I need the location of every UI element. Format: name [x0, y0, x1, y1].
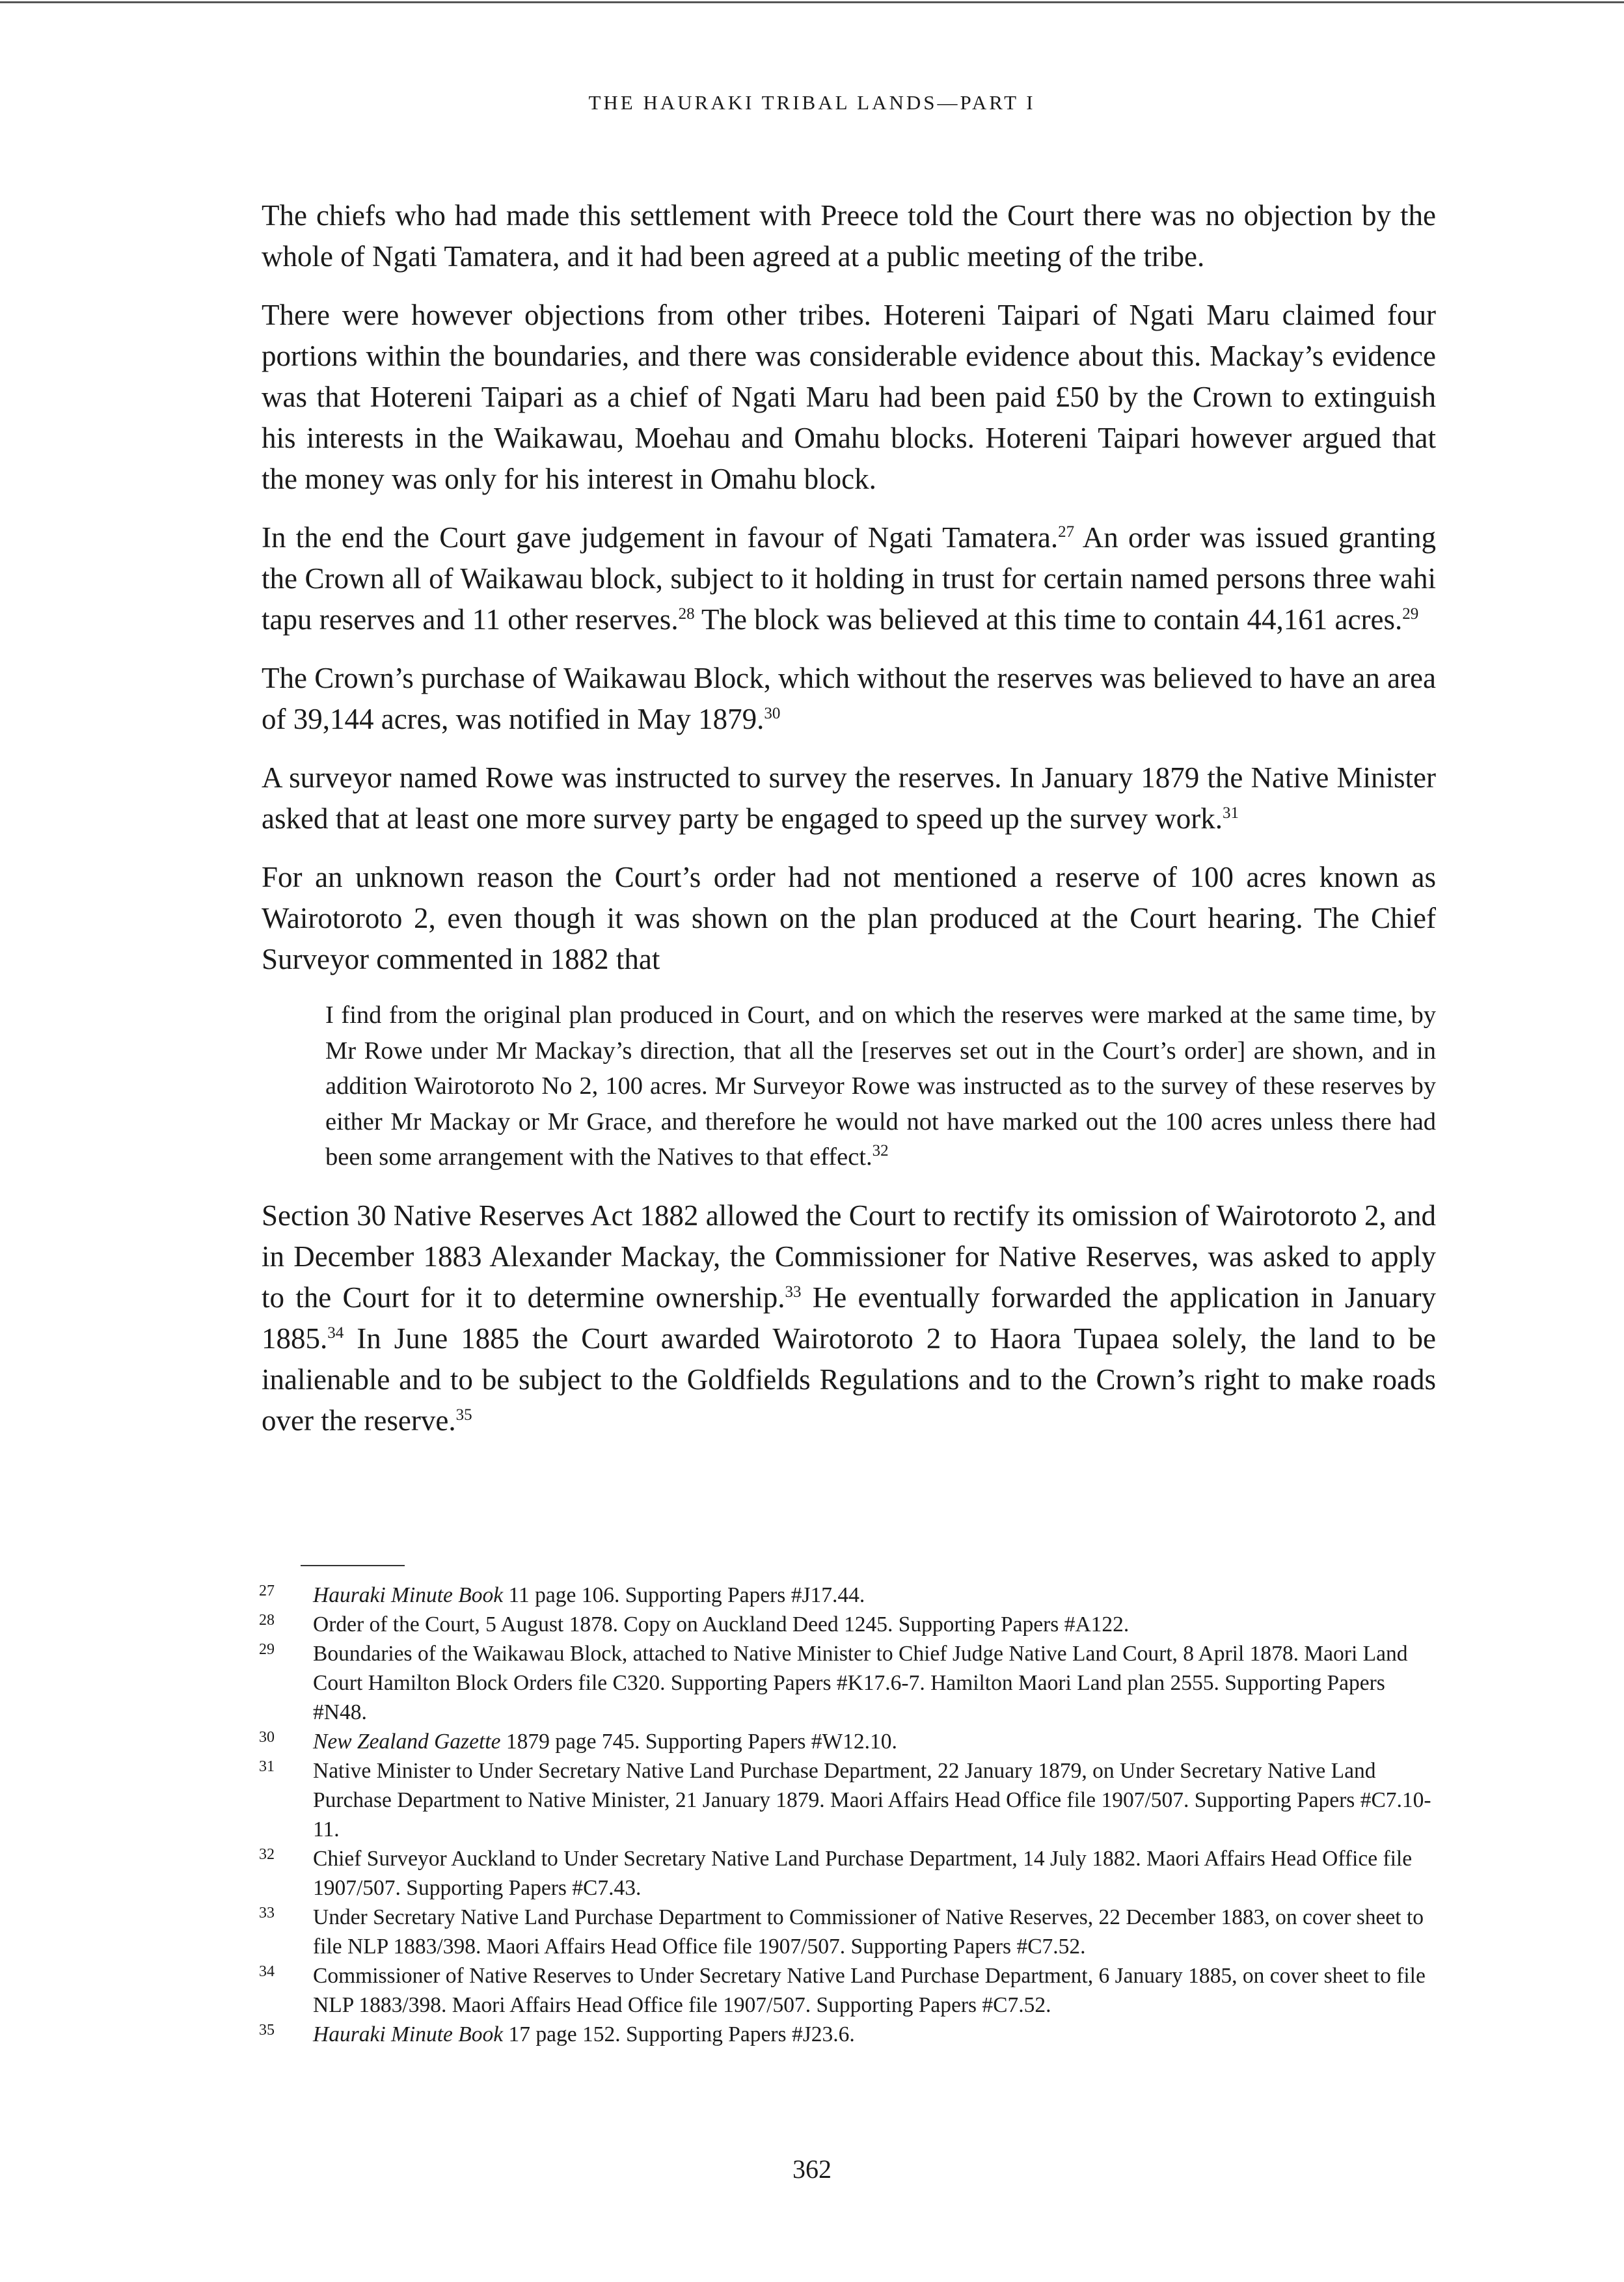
- footnote-body: Order of the Court, 5 August 1878. Copy on Auckland Deed 1245. Supporting Papers #A122.: [313, 1612, 1130, 1637]
- footnote-text: [313, 1581, 1437, 1610]
- paragraph-1: [262, 195, 1436, 277]
- footnote-text: [313, 1639, 1437, 1727]
- footnote-body: Commissioner of Native Reserves to Under Secretary Native Land Purchase Department, 6 January 1885, on cover sheet to file NLP 1883/398. Maori Affairs Head Office file 1907/507. Supporting Papers #C7.52.: [313, 1964, 1426, 2017]
- footnote-text: [313, 1727, 1437, 1756]
- footnote-body: 17 page 152. Supporting Papers #J23.6.: [503, 2022, 855, 2046]
- footnote-ref-27[interactable]: 27: [1058, 523, 1075, 541]
- footnote-number: 27: [259, 1582, 275, 1599]
- footnote-body: Boundaries of the Waikawau Block, attached to Native Minister to Chief Judge Native Land Court, 8 April 1878. Maori Land Court Hamilton Block Orders file C320. Supporting Papers #K17.6-7. Hamilton Maori Land plan 2555. Supporting Papers #N48.: [313, 1642, 1408, 1724]
- footnote-27: [259, 1581, 1437, 1610]
- footnote-ref-33[interactable]: 33: [785, 1283, 802, 1301]
- footnote-number: 35: [259, 2022, 275, 2039]
- footnote-34: [259, 1961, 1437, 2020]
- paragraph-text: The chiefs who had made this settlement with Preece told the Court there was no objection by the whole of Ngati Tamatera, and it had been agreed at a public meeting of the tribe.: [262, 199, 1436, 273]
- footnote-number: 31: [259, 1758, 275, 1775]
- paragraph-text: Section 30 Native Reserves Act 1882 allowed the Court to rectify its omission of Wairotoroto 2, and in December 1883 Alexander Mackay, the Commissioner for Native Reserves, was asked to apply to the Court for it to determine ownership.: [262, 1199, 1436, 1314]
- footnote-italic: Hauraki Minute Book: [313, 1583, 504, 1607]
- footnote-ref-31[interactable]: 31: [1223, 804, 1239, 822]
- footnote-body: 1879 page 745. Supporting Papers #W12.10.: [500, 1730, 897, 1754]
- paragraph-7: [262, 1195, 1436, 1441]
- top-rule: [0, 1, 1624, 3]
- footnote-number: 32: [259, 1846, 275, 1863]
- footnote-body: 11 page 106. Supporting Papers #J17.44.: [503, 1583, 865, 1607]
- footnote-ref-29[interactable]: 29: [1402, 605, 1419, 623]
- footnote-29: [259, 1639, 1437, 1727]
- footnote-italic: New Zealand Gazette: [313, 1730, 501, 1754]
- footnote-text: [313, 1961, 1437, 2020]
- paragraph-text: In the end the Court gave judgement in favour of Ngati Tamatera.: [262, 521, 1059, 554]
- footnote-number: 28: [259, 1612, 275, 1629]
- paragraph-5: [262, 757, 1436, 839]
- footnote-ref-30[interactable]: 30: [764, 705, 781, 722]
- footnote-body: Native Minister to Under Secretary Native Land Purchase Department, 22 January 1879, on Under Secretary Native Land Purchase Department to Native Minister, 21 January 1879. Maori Affairs Head Office file 1907/507. Supporting Papers #C7.10-11.: [313, 1759, 1431, 1841]
- paragraph-text: In June 1885 the Court awarded Wairotoroto 2 to Haora Tupaea solely, the land to be inalienable and to be subject to the Goldfields Regulations and to the Crown’s right to make roads over the reserve.: [262, 1322, 1436, 1437]
- paragraph-text: He eventually forwarded the application in January 1885.: [262, 1281, 1436, 1355]
- paragraph-2: [262, 295, 1436, 500]
- paragraph-4: [262, 658, 1436, 740]
- block-quote: [325, 998, 1436, 1175]
- paragraph-text: An order was issued granting the Crown all of Waikawau block, subject to it holding in trust for certain named persons three wahi tapu reserves and 11 other reserves.: [262, 521, 1436, 636]
- footnote-text: [313, 1610, 1437, 1639]
- footnotes: [259, 1581, 1437, 2049]
- footnote-text: [313, 2020, 1437, 2049]
- paragraph-text: For an unknown reason the Court’s order had not mentioned a reserve of 100 acres known as Wairotoroto 2, even though it was shown on the plan produced at the Court hearing. The Chief Surveyor commented in 1882 that: [262, 861, 1436, 975]
- footnote-ref-34[interactable]: 34: [327, 1324, 344, 1342]
- footnote-number: 30: [259, 1729, 275, 1746]
- paragraph-text: A surveyor named Rowe was instructed to survey the reserves. In January 1879 the Native Minister asked that at least one more survey party be engaged to speed up the survey work.: [262, 761, 1436, 835]
- footnote-text: [313, 1844, 1437, 1903]
- footnote-number: 33: [259, 1905, 275, 1922]
- main-text: [262, 195, 1436, 1459]
- page-number: 362: [792, 2154, 832, 2184]
- footnote-ref-28[interactable]: 28: [678, 605, 695, 623]
- footnote-body: Chief Surveyor Auckland to Under Secretary Native Land Purchase Department, 14 July 1882. Maori Affairs Head Office file 1907/507. Supporting Papers #C7.43.: [313, 1847, 1413, 1900]
- footnote-text: [313, 1903, 1437, 1961]
- footnote-text: [313, 1756, 1437, 1844]
- footnote-rule: [301, 1565, 405, 1566]
- footnote-31: [259, 1756, 1437, 1844]
- paragraph-text: There were however objections from other tribes. Hotereni Taipari of Ngati Maru claimed four portions within the boundaries, and there was considerable evidence about this. Mackay’s evidence was that Hotereni Taipari as a chief of Ngati Maru had been paid £50 by the Crown to extinguish his interests in the Waikawau, Moehau and Omahu blocks. Hotereni Taipari however argued that the money was only for his interest in Omahu block.: [262, 299, 1436, 495]
- footnote-28: [259, 1610, 1437, 1639]
- footnote-32: [259, 1844, 1437, 1903]
- footnote-number: 29: [259, 1641, 275, 1658]
- footnote-30: [259, 1727, 1437, 1756]
- footnote-33: [259, 1903, 1437, 1961]
- paragraph-3: [262, 517, 1436, 640]
- footnote-italic: Hauraki Minute Book: [313, 2022, 504, 2046]
- footnote-ref-35[interactable]: 35: [455, 1406, 472, 1424]
- running-head: THE HAURAKI TRIBAL LANDS—PART I: [588, 91, 1036, 114]
- footnote-number: 34: [259, 1963, 275, 1980]
- footnote-body: Under Secretary Native Land Purchase Department to Commissioner of Native Reserves, 22 December 1883, on cover sheet to file NLP 1883/398. Maori Affairs Head Office file 1907/507. Supporting Papers #C7.52.: [313, 1905, 1424, 1959]
- paragraph-text: The Crown’s purchase of Waikawau Block, which without the reserves was believed to have an area of 39,144 acres, was notified in May 1879.: [262, 662, 1436, 735]
- quote-text: I find from the original plan produced in Court, and on which the reserves were marked at the same time, by Mr Rowe under Mr Mackay’s direction, that all the [reserves set out in the Court’s order] are shown, and in addition Wairotoroto No 2, 100 acres. Mr Surveyor Rowe was instructed as to the survey of these reserves by either Mr Mackay or Mr Grace, and therefore he would not have marked out the 100 acres unless there had been some arrangement with the Natives to that effect.: [325, 1001, 1436, 1171]
- paragraph-6: [262, 857, 1436, 980]
- footnote-35: [259, 2020, 1437, 2049]
- footnote-ref-32[interactable]: 32: [872, 1142, 889, 1160]
- paragraph-text: The block was believed at this time to contain 44,161 acres.: [694, 603, 1403, 636]
